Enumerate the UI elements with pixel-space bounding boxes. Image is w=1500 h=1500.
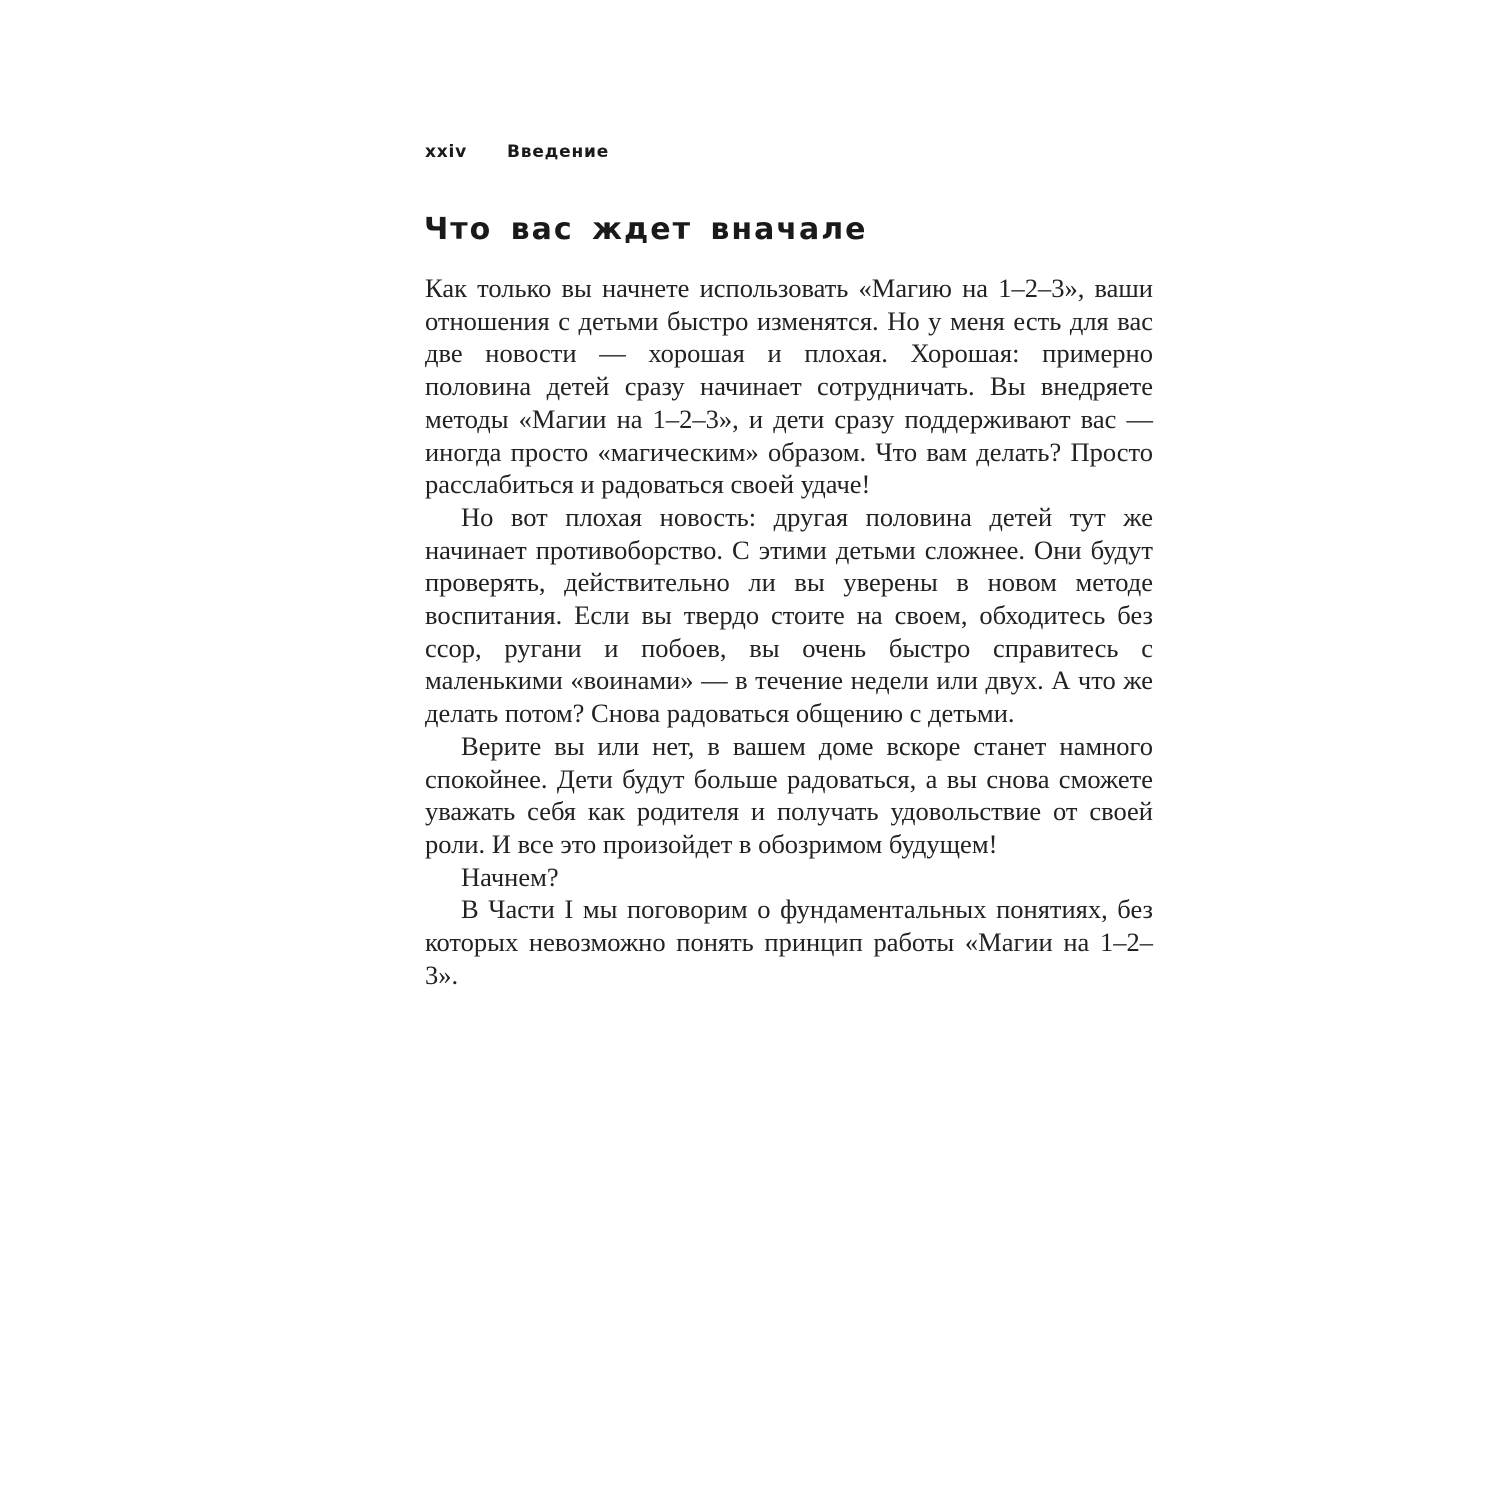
section-title: Что вас ждет вначале <box>424 212 868 247</box>
paragraph-1: Как только вы начнете использовать «Магию на 1–2–3», ваши отношения с детьми быстро изменятся. Но у меня есть для вас две новости — хорошая и плохая. Хорошая: примерно половина детей сразу начинает сотрудничать. Вы внедряете методы «Магии на 1–2–3», и дети сразу поддерживают вас — иногда просто «магическим» образом. Что вам делать? Просто расслабиться и радоваться своей удаче! <box>425 273 1153 500</box>
paragraph-3: Верите вы или нет, в вашем доме вскоре станет намного спокойнее. Дети будут больше радоваться, а вы снова сможете уважать себя как родителя и получать удовольствие от своей роли. И все это произойдет в обозримом будущем! <box>425 730 1153 859</box>
running-head <box>425 142 609 162</box>
chapter-title: Введение <box>507 142 610 162</box>
paragraph-4: Начнем? <box>461 861 559 892</box>
paragraph-2: Но вот плохая новость: другая половина детей тут же начинает противоборство. С этими детьми сложнее. Они будут проверять, действительно ли вы уверены в новом методе воспитания. Если вы твердо стоите на своем, обходитесь без ссор, ругани и побоев, вы очень быстро справитесь с маленькими «воинами» — в течение недели или двух. А что же делать потом? Снова радоваться общению с детьми. <box>425 501 1153 729</box>
page-number: xxiv <box>425 142 468 162</box>
paragraph-5: В Части I мы поговорим о фундаментальных понятиях, без которых невозможно понять принцип работы «Магии на 1–2–3». <box>425 894 1153 990</box>
body-text <box>425 272 1153 991</box>
